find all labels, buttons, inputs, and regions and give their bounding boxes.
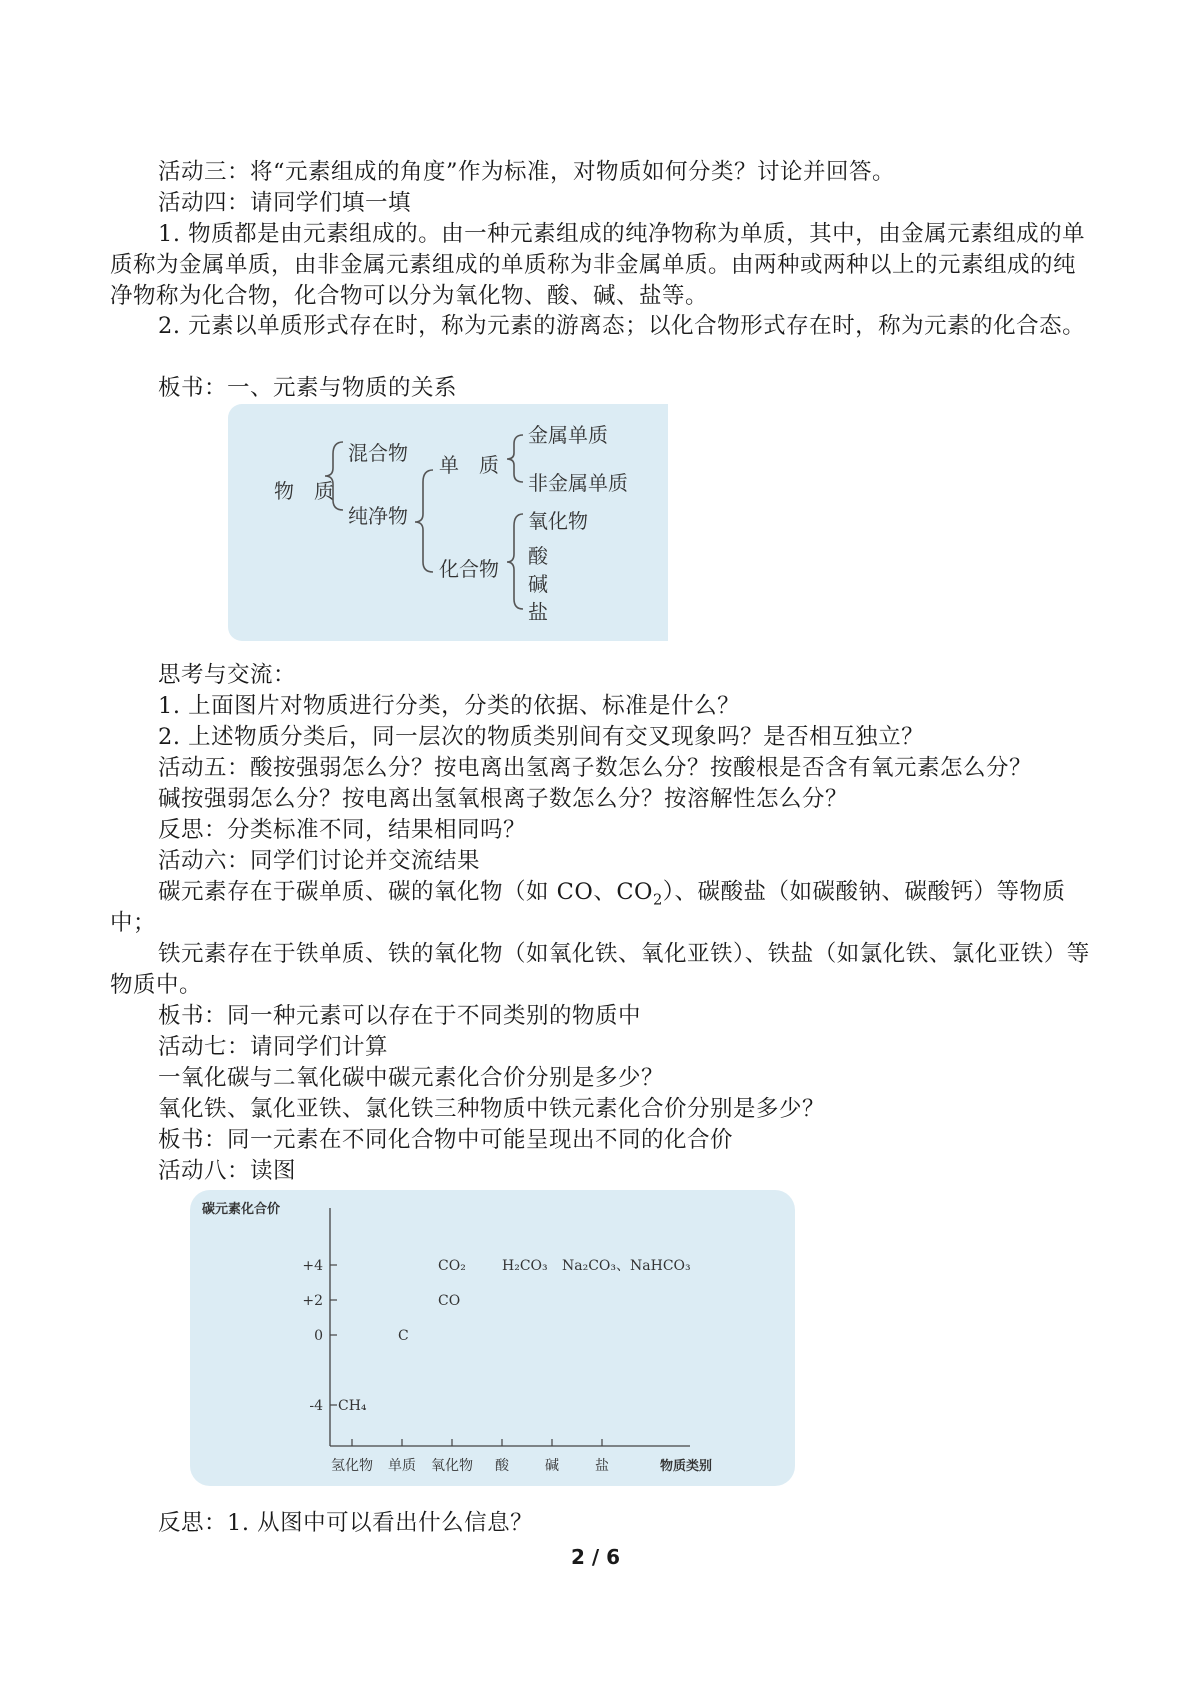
diagram-acid: 酸	[528, 544, 548, 568]
data-label: Na₂CO₃、NaHCO₃	[562, 1258, 691, 1274]
y-axis-title: 碳元素化合价	[202, 1202, 281, 1217]
data-label: CO	[438, 1293, 461, 1309]
think-question-2: 2. 上述物质分类后，同一层次的物质类别间有交叉现象吗？是否相互独立？	[158, 724, 925, 750]
y-tick-label: -4	[309, 1398, 323, 1414]
diagram-metal: 金属单质	[528, 423, 608, 447]
activity-3-text: 活动三：将“元素组成的角度”作为标准，对物质如何分类？讨论并回答。	[158, 159, 896, 185]
diagram-root: 物 质	[274, 479, 334, 503]
x-tick-label: 氢化物	[331, 1458, 373, 1474]
chart-svg	[190, 1190, 795, 1486]
fill-in-point-2: 2. 元素以单质形式存在时，称为元素的游离态；以化合物形式存在时，称为元素的化合态。	[158, 313, 1086, 339]
y-tick-label: +2	[302, 1293, 323, 1309]
classification-diagram	[228, 404, 668, 641]
y-tick-label: +4	[302, 1258, 323, 1274]
board-note-1: 板书：一、元素与物质的关系	[158, 375, 458, 401]
reflection-1: 反思：分类标准不同，结果相同吗？	[158, 817, 527, 843]
x-tick-label: 氧化物	[431, 1458, 473, 1474]
activity-5-base-text: 碱按强弱怎么分？按电离出氢氧根离子数怎么分？按溶解性怎么分？	[158, 786, 849, 812]
x-tick-label: 碱	[545, 1458, 559, 1474]
x-tick-label: 酸	[495, 1458, 509, 1474]
diagram-salt: 盐	[528, 600, 548, 624]
data-label: CH₄	[338, 1398, 367, 1414]
y-tick-label: 0	[314, 1328, 323, 1344]
diagram-oxide: 氧化物	[528, 509, 588, 533]
question-carbon-valence: 一氧化碳与二氧化碳中碳元素化合价分别是多少？	[158, 1065, 665, 1091]
question-iron-valence: 氧化铁、氯化亚铁、氯化铁三种物质中铁元素化合价分别是多少？	[158, 1096, 826, 1122]
diagram-base: 碱	[528, 572, 548, 596]
iron-existence-text: 铁元素存在于铁单质、铁的氧化物（如氧化铁、氧化亚铁）、铁盐（如氯化铁、氯化亚铁）等物质中。	[110, 941, 1090, 998]
page-number: 2 / 6	[570, 1545, 621, 1569]
diagram-nonmetal: 非金属单质	[528, 471, 628, 495]
diagram-pure: 纯净物	[348, 504, 408, 528]
data-label: C	[398, 1328, 409, 1344]
data-label: H₂CO₃	[502, 1258, 548, 1274]
data-label: CO₂	[438, 1258, 466, 1274]
activity-5-text: 活动五：酸按强弱怎么分？按电离出氢离子数怎么分？按酸根是否含有氧元素怎么分？	[158, 755, 1033, 781]
brace-element	[507, 435, 523, 482]
think-question-1: 1. 上面图片对物质进行分类，分类的依据、标准是什么？	[158, 693, 741, 719]
brace-compound	[507, 514, 523, 609]
diagram-compound: 化合物	[439, 557, 499, 581]
x-tick-label: 单质	[388, 1458, 416, 1474]
carbon-existence-text: 碳元素存在于碳单质、碳的氧化物（如 CO、$CO_2$）、碳酸盐（如碳酸钠、碳酸钙）等物质中；	[110, 879, 1066, 936]
x-tick-label: 盐	[595, 1458, 609, 1474]
brace-pure	[415, 470, 433, 572]
activity-7-text: 活动七：请同学们计算	[158, 1034, 389, 1060]
x-axis-title: 物质类别	[660, 1459, 713, 1474]
diagram-element: 单 质	[439, 453, 499, 477]
carbon-valence-chart	[190, 1190, 795, 1486]
board-note-2: 板书：同一种元素可以存在于不同类别的物质中	[158, 1003, 642, 1029]
activity-4-text: 活动四：请同学们填一填	[158, 190, 412, 216]
activity-6-text: 活动六：同学们讨论并交流结果	[158, 848, 481, 874]
think-exchange-heading: 思考与交流：	[158, 662, 297, 688]
reflection-2: 反思：1. 从图中可以看出什么信息？	[158, 1510, 534, 1536]
activity-8-text: 活动八：读图	[158, 1158, 297, 1184]
board-note-3: 板书：同一元素在不同化合物中可能呈现出不同的化合价	[158, 1127, 734, 1153]
fill-in-point-1: 1. 物质都是由元素组成的。由一种元素组成的纯净物称为单质，其中，由金属元素组成的单质称为金属单质，由非金属元素组成的单质称为非金属单质。由两种或两种以上的元素组成的纯净物称为化合物，化合物可以分为氧化物、酸、碱、盐等。	[110, 221, 1086, 309]
diagram-mixture: 混合物	[348, 441, 408, 465]
